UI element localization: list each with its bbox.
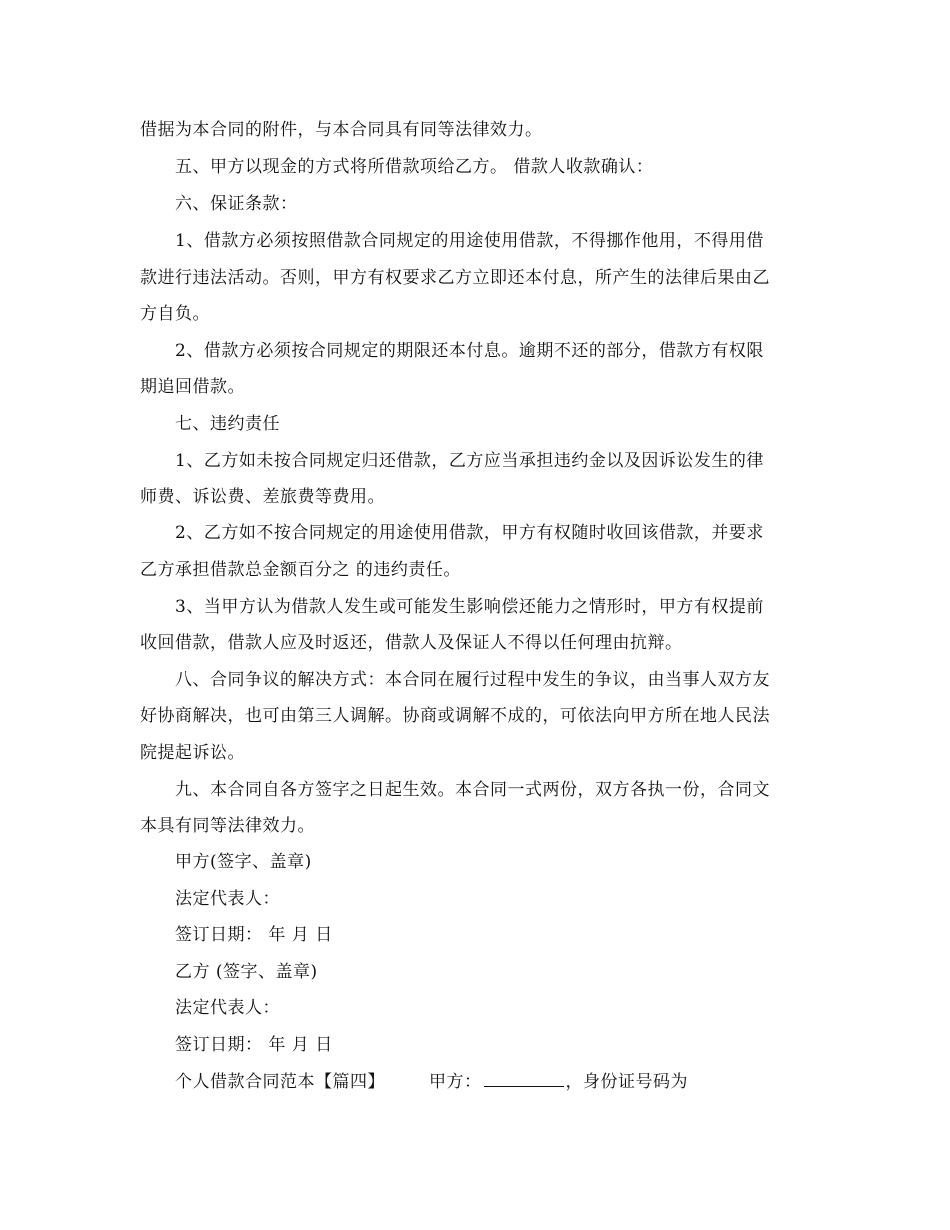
paragraph-line: 3、当甲方认为借款人发生或可能发生影响偿还能力之情形时，甲方有权提前 <box>175 597 764 617</box>
contract-title: 个人借款合同范本【篇四】 <box>175 1072 385 1092</box>
paragraph-line: 九、本合同自各方签字之日起生效。本合同一式两份，双方各执一份，合同文 <box>175 780 770 800</box>
paragraph-line: 乙方承担借款总金额百分之 的违约责任。 <box>140 560 461 580</box>
paragraph-line: 方自负。 <box>140 304 210 324</box>
paragraph-line: 师费、诉讼费、差旅费等费用。 <box>140 487 385 507</box>
sign-date-b: 签订日期： 年 月 日 <box>175 1035 333 1055</box>
paragraph-line: 款进行违法活动。否则，甲方有权要求乙方立即还本付息，所产生的法律后果由乙 <box>140 268 770 288</box>
paragraph-line: 1、借款方必须按照借款合同规定的用途使用借款，不得挪作他用，不得用借 <box>175 231 764 251</box>
section-heading: 六、保证条款： <box>175 194 298 214</box>
id-number-label: ，身份证号码为 <box>565 1072 688 1092</box>
blank-underline <box>484 1071 564 1087</box>
legal-representative-a: 法定代表人： <box>175 889 280 909</box>
paragraph-line: 五、甲方以现金的方式将所借款项给乙方。 借款人收款确认： <box>175 157 654 177</box>
contract-title-line <box>175 1071 688 1092</box>
paragraph-line: 期追回借款。 <box>140 377 245 397</box>
signature-party-a: 甲方(签字、盖章) <box>175 852 312 872</box>
paragraph-line: 借据为本合同的附件，与本合同具有同等法律效力。 <box>140 120 543 140</box>
paragraph-line: 1、乙方如未按合同规定归还借款，乙方应当承担违约金以及因诉讼发生的律 <box>175 451 764 471</box>
paragraph-line: 好协商解决，也可由第三人调解。协商或调解不成的，可依法向甲方所在地人民法 <box>140 706 770 726</box>
signature-party-b: 乙方 (签字、盖章) <box>175 962 318 982</box>
paragraph-line: 2、乙方如不按合同规定的用途使用借款，甲方有权随时收回该借款，并要求 <box>175 523 764 543</box>
paragraph-line: 2、借款方必须按合同规定的期限还本付息。逾期不还的部分，借款方有权限 <box>175 341 764 361</box>
paragraph-line: 八、合同争议的解决方式：本合同在履行过程中发生的争议，由当事人双方友 <box>175 670 770 690</box>
section-heading: 七、违约责任 <box>175 414 280 434</box>
sign-date-a: 签订日期： 年 月 日 <box>175 925 333 945</box>
paragraph-line: 院提起诉讼。 <box>140 743 245 763</box>
party-a-label: 甲方： <box>429 1072 482 1092</box>
legal-representative-b: 法定代表人： <box>175 998 280 1018</box>
paragraph-line: 收回借款，借款人应及时返还，借款人及保证人不得以任何理由抗辩。 <box>140 633 683 653</box>
paragraph-line: 本具有同等法律效力。 <box>140 816 315 836</box>
